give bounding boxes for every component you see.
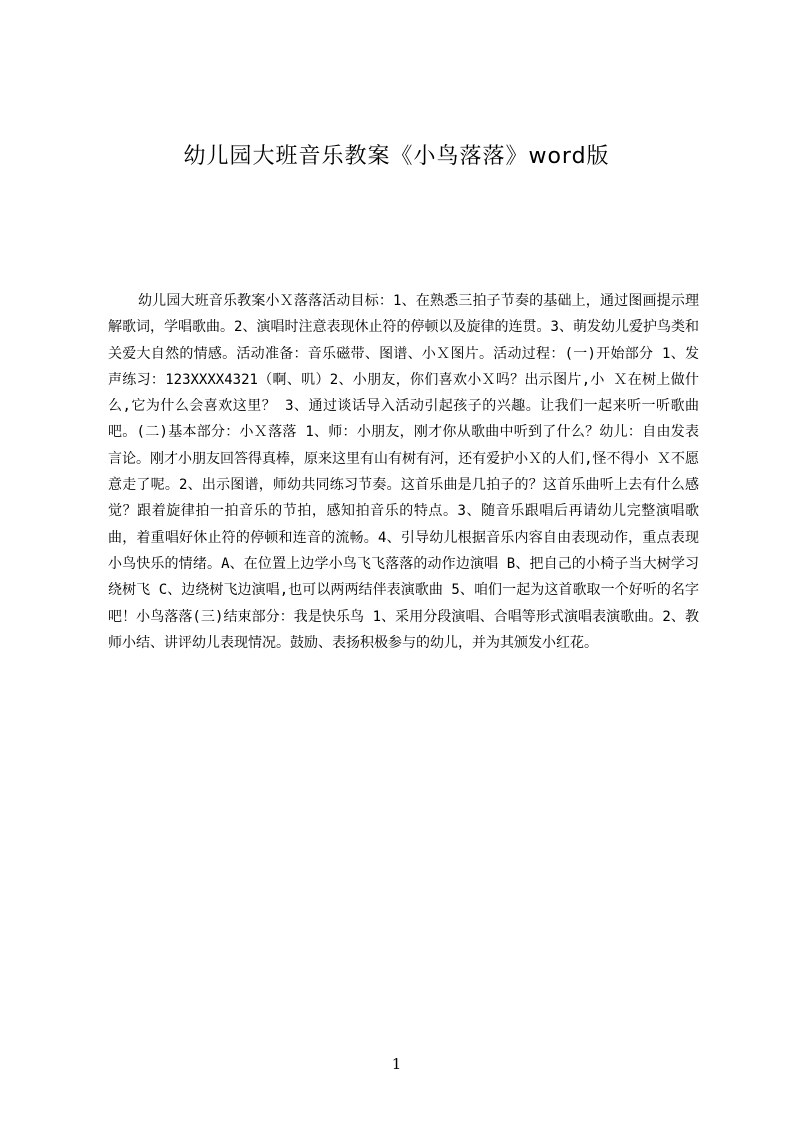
document-title: 幼儿园大班音乐教案《小鸟落落》word版 (183, 144, 610, 169)
page-number: 1 (391, 1055, 402, 1073)
lesson-plan-body-text: 幼儿园大班音乐教案小Ｘ落落活动目标：1、在熟悉三拍子节奏的基础上，通过图画提示理解歌词，学唱歌曲。2、演唱时注意表现休止符的停顿以及旋律的连贯。3、萌发幼儿爱护鸟类和关爱大自然的情感。活动准备：音乐磁带、图谱、小Ｘ图片。活动过程：(一)开始部分 1、发声练习：123XXXX4321（啊、叽）2、小朋友，你们喜欢小Ｘ吗？出示图片,小 Ｘ在树上做什么,它为什么会喜欢这里？ 3、通过谈话导入活动引起孩子的兴趣。让我们一起来听一听歌曲吧。(二)基本部分：小Ｘ落落 1、师：小朋友，刚才你从歌曲中听到了什么？幼儿：自由发表言论。刚才小朋友回答得真棒，原来这里有山有树有河，还有爱护小Ｘ的人们,怪不得小 Ｘ不愿意走了呢。2、出示图谱，师幼共同练习节奏。这首乐曲是几拍子的？这首乐曲听上去有什么感觉？跟着旋律拍一拍音乐的节拍，感知拍音乐的特点。3、随音乐跟唱后再请幼儿完整演唱歌曲，着重唱好休止符的停顿和连音的流畅。4、引导幼儿根据音乐内容自由表现动作，重点表现小鸟快乐的情绪。A、在位置上边学小鸟飞飞落落的动作边演唱 B、把自己的小椅子当大树学习绕树飞 C、边绕树飞边演唱,也可以两两结伴表演歌曲 5、咱们一起为这首歌取一个好听的名字吧！小鸟落落(三)结束部分：我是快乐鸟 1、采用分段演唱、合唱等形式演唱表演歌曲。2、教师小结、讲评幼儿表现情况。鼓励、表扬积极参与的幼儿，并为其颁发小红花。 (108, 293, 699, 651)
